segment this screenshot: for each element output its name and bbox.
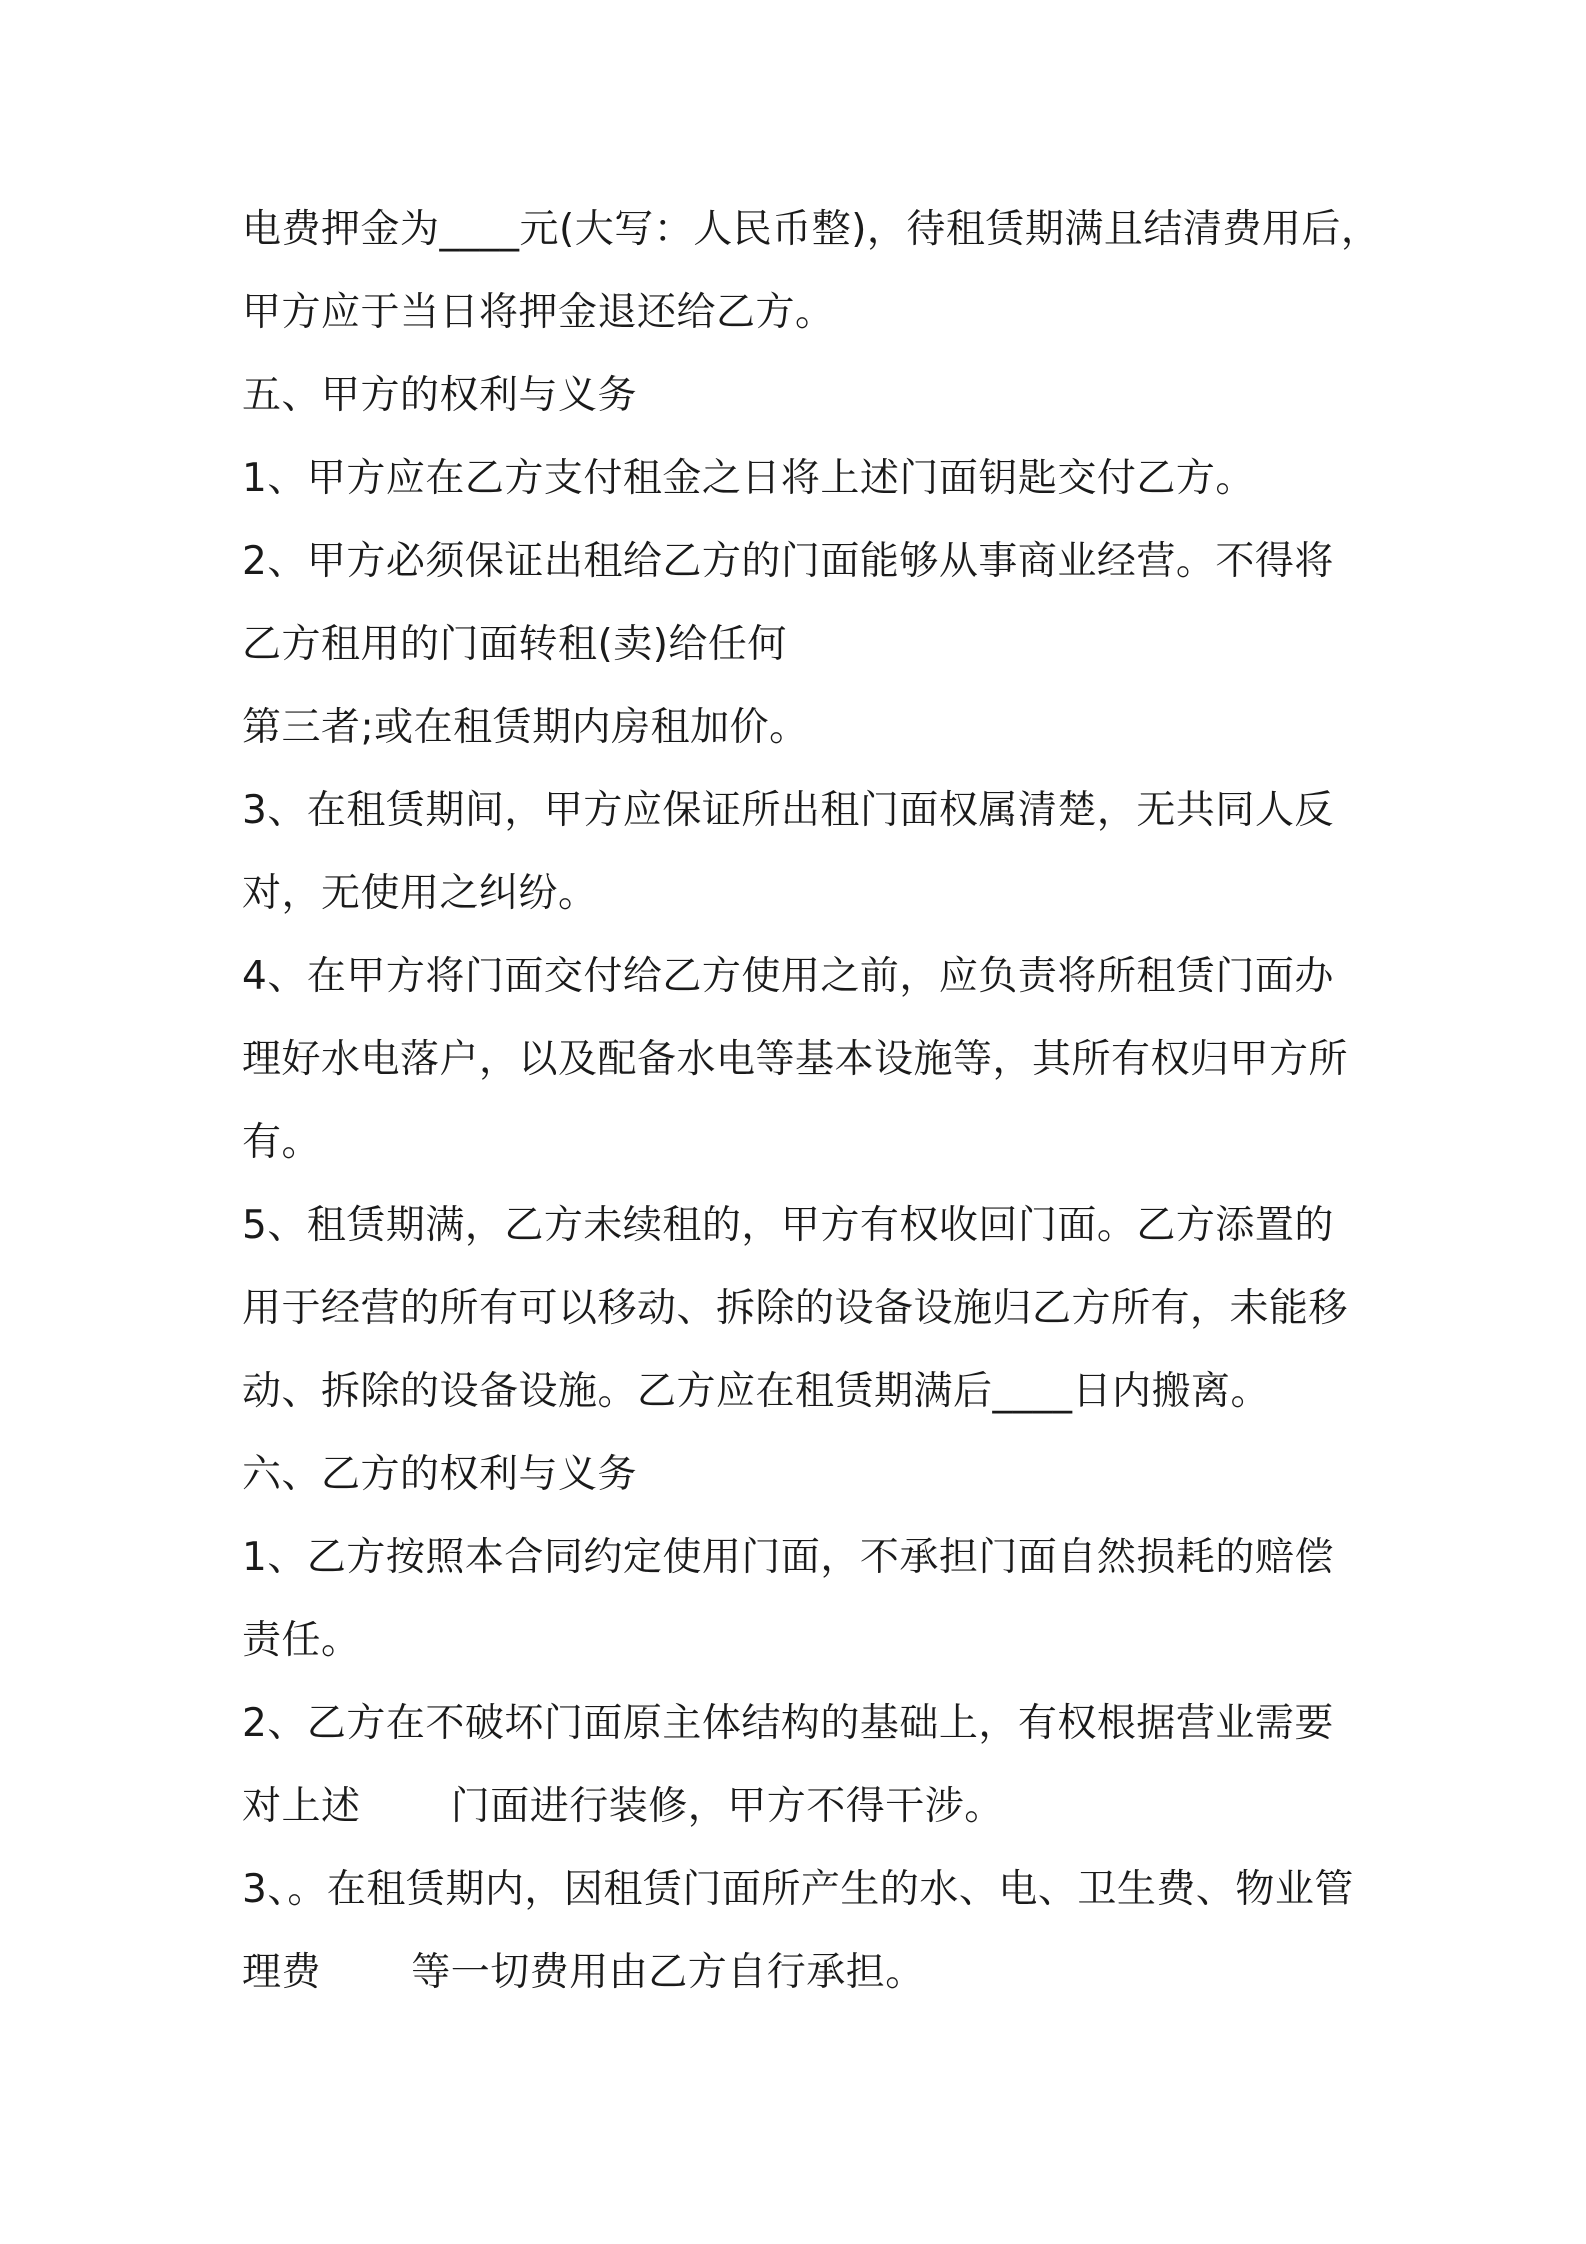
section-heading: 六、乙方的权利与义务 — [242, 1452, 638, 1497]
text-line: 4、在甲方将门面交付给乙方使用之前，应负责将所租赁门面办 — [242, 954, 1334, 999]
text-line: 理费 等一切费用由乙方自行承担。 — [242, 1950, 925, 1995]
section-heading: 五、甲方的权利与义务 — [242, 373, 638, 418]
text-line: 电费押金为____元(大写：人民币整)，待租赁期满且结清费用后， — [242, 207, 1381, 252]
text-line: 1、乙方按照本合同约定使用门面，不承担门面自然损耗的赔偿 — [242, 1535, 1334, 1580]
text-line: 3、。在租赁期内，因租赁门面所产生的水、电、卫生费、物业管 — [242, 1867, 1354, 1912]
text-line: 2、乙方在不破坏门面原主体结构的基础上，有权根据营业需要 — [242, 1701, 1334, 1746]
text-line: 5、租赁期满，乙方未续租的，甲方有权收回门面。乙方添置的 — [242, 1203, 1334, 1248]
text-line: 用于经营的所有可以移动、拆除的设备设施归乙方所有，未能移 — [242, 1286, 1349, 1331]
text-line: 2、甲方必须保证出租给乙方的门面能够从事商业经营。不得将 — [242, 539, 1334, 584]
text-line: 有。 — [242, 1120, 322, 1165]
text-line: 对，无使用之纠纷。 — [242, 871, 598, 916]
text-line: 3、在租赁期间，甲方应保证所出租门面权属清楚，无共同人反 — [242, 788, 1334, 833]
text-line: 对上述 门面进行装修，甲方不得干涉。 — [242, 1784, 1004, 1829]
text-line: 责任。 — [242, 1618, 361, 1663]
text-line: 第三者;或在租赁期内房租加价。 — [242, 705, 809, 750]
text-line: 理好水电落户，以及配备水电等基本设施等，其所有权归甲方所 — [242, 1037, 1349, 1082]
text-line: 1、甲方应在乙方支付租金之日将上述门面钥匙交付乙方。 — [242, 456, 1255, 501]
text-line: 甲方应于当日将押金退还给乙方。 — [242, 290, 835, 335]
text-line: 动、拆除的设备设施。乙方应在租赁期满后____日内搬离。 — [242, 1369, 1271, 1414]
text-line: 乙方租用的门面转租(卖)给任何 — [242, 622, 787, 667]
